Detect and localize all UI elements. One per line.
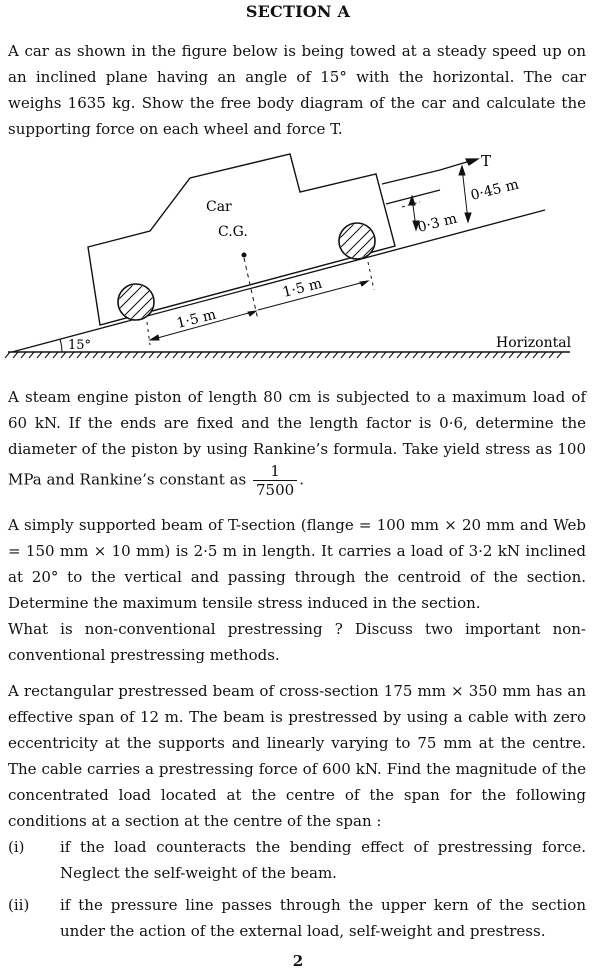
question-t-beam: A simply supported beam of T-section (flange = 100 mm × 20 mm and Web = 150 mm × 10 mm) is 2·5 m in length. It carries a load of 3·2 kN inclined at 20° to the vertical and passing through the centroid of the section. Determine the maximum tensile stress induced in the section. [8, 516, 586, 612]
cg-point [242, 253, 247, 258]
dim-03-label: 0·3 m [416, 210, 459, 236]
rankine-constant-fraction [253, 462, 297, 499]
tow-force-arrow [440, 159, 478, 170]
question-prestressed-beam: A rectangular prestressed beam of cross-section 175 mm × 350 mm has an effective span of 12 m. The beam is prestressed by using a cable with zero eccentricity at the supports and linearly varying to 75 mm at the centre. The cable carries a prestressing force of 600 kN. Find the magnitude of the concentrated load located at the centre of the span for the following conditions at a section at the centre of the span : [8, 682, 586, 830]
angle-arc [60, 339, 62, 352]
sub-item-mark: (ii) [8, 896, 30, 914]
page-number: 2 [292, 952, 304, 970]
piston-text-b: 100 MPa and Rankine’s constant as [8, 440, 586, 489]
fraction-numerator: 1 [253, 462, 297, 481]
incline-line [12, 210, 545, 352]
car-incline-figure [0, 148, 596, 360]
dim-15-right-label: 1·5 m [281, 275, 324, 301]
sub-item-mark: (i) [8, 838, 25, 856]
question-car-towing: A car as shown in the figure below is being towed at a steady speed up on an inclined plane having an angle of 15° with the horizontal. The car weighs 1635 kg. Show the free body diagram of the car and calculate the supporting force on each wheel and force T. [8, 42, 586, 138]
sub-item-text: if the load counteracts the bending effect of prestressing force. Neglect the self-weight of the beam. [60, 838, 586, 882]
piston-text-end: . [299, 470, 304, 489]
force-t-label: T [481, 152, 492, 170]
fraction-denominator: 7500 [256, 481, 295, 499]
dim-15-left-label: 1·5 m [175, 306, 218, 332]
piston-text-a: A steam engine piston of length 80 cm is subjected to a maximum load of 60 kN. If the ends are fixed and the length factor is 0·6, determine the diameter of the piston by using Rankine’s formula. Take yield stress as [8, 388, 586, 458]
question-piston [8, 384, 586, 499]
horizontal-label: Horizontal [496, 335, 572, 351]
cg-label: C.G. [218, 224, 248, 240]
dim-045-label: 0·45 m [469, 176, 521, 204]
question-prestressing: What is non-conventional prestressing ? Discuss two important non-conventional prestressing methods. [8, 620, 586, 664]
sub-item-text: if the pressure line passes through the upper kern of the section under the action of the external load, self-weight and prestress. [60, 896, 586, 940]
dimension-arrows-wheelbase [150, 281, 368, 340]
car-label: Car [206, 199, 232, 215]
angle-label: 15° [68, 338, 92, 353]
section-title: SECTION A [245, 2, 351, 21]
